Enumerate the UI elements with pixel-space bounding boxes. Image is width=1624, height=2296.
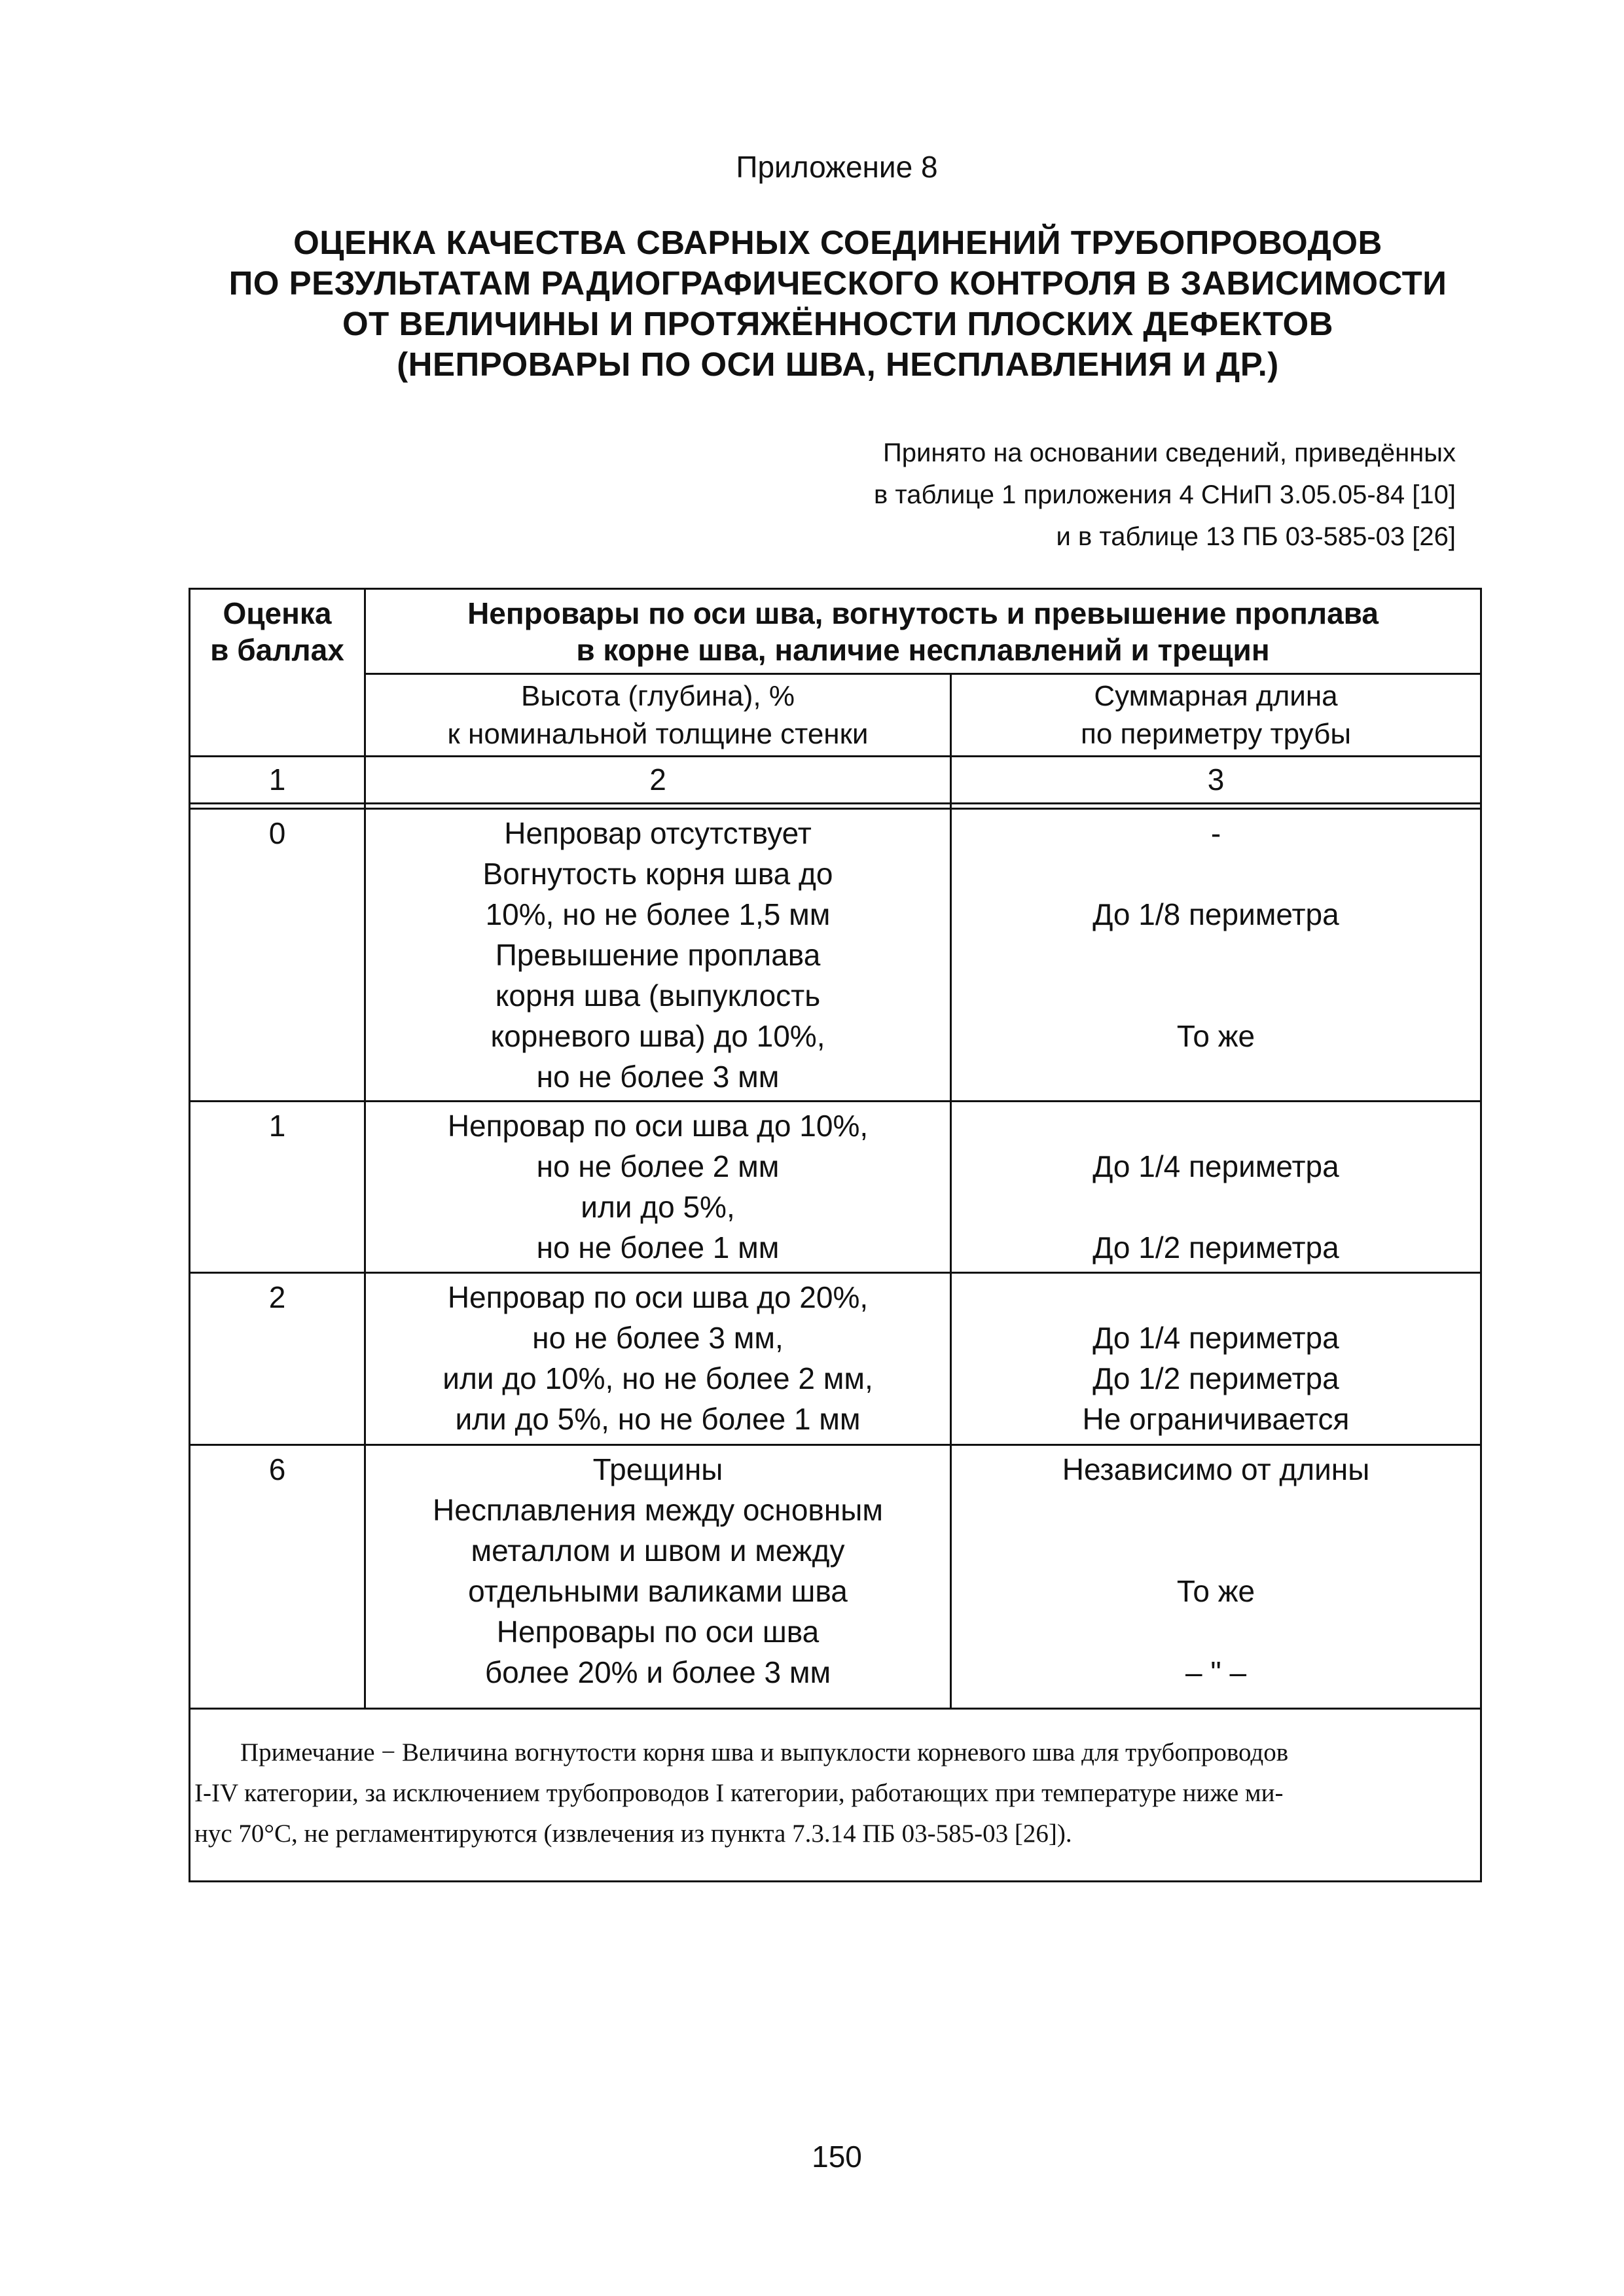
cell-line: 10%, но не более 1,5 мм (485, 897, 831, 931)
page-number: 150 (812, 2140, 862, 2174)
cell-line: До 1/2 периметра (1092, 1230, 1339, 1265)
cell-line (952, 1277, 1480, 1318)
cell-line (952, 853, 1480, 894)
header-text: в баллах (210, 633, 344, 667)
cell-line: но не более 2 мм (536, 1149, 780, 1183)
cell-line: – " – (1185, 1655, 1247, 1689)
divider (190, 1100, 1480, 1102)
cell-line: Непровар отсутствует (504, 816, 812, 850)
header-height (366, 677, 950, 753)
cell-line: Не ограничивается (1082, 1402, 1350, 1436)
cell-line: но не более 3 мм (536, 1060, 780, 1094)
divider (190, 802, 1480, 804)
cell-line: До 1/2 периметра (1092, 1361, 1339, 1395)
cell-line: До 1/4 периметра (1092, 1321, 1339, 1355)
source-line: и в таблице 13 ПБ 03-585-03 [26] (1056, 522, 1456, 551)
height-cell (366, 813, 950, 1097)
source-reference (874, 432, 1456, 558)
cell-line (952, 1611, 1480, 1652)
cell-line: Превышение проплава (495, 938, 821, 972)
note-line: I-IV категории, за исключением трубопроводов I категории, работающих при температуре ниже ми- (194, 1779, 1284, 1807)
cell-line: Непровары по оси шва (496, 1615, 820, 1649)
height-cell (366, 1449, 950, 1693)
title-line: ОТ ВЕЛИЧИНЫ И ПРОТЯЖЁННОСТИ ПЛОСКИХ ДЕФЕКТОВ (342, 305, 1333, 342)
cell-line (952, 975, 1480, 1016)
cell-line: но не более 3 мм, (532, 1321, 784, 1355)
cell-line: корня шва (выпуклость (495, 978, 821, 1013)
score-cell: 1 (268, 1109, 286, 1143)
divider (190, 1708, 1480, 1710)
note-line: Примечание − Величина вогнутости корня шва и выпуклости корневого шва для трубопроводов (240, 1738, 1289, 1767)
header-text: в корне шва, наличие несплавлений и трещин (576, 633, 1270, 667)
cell-line (952, 1490, 1480, 1530)
score-cell: 2 (268, 1280, 286, 1314)
score-cell: 6 (268, 1452, 286, 1486)
cell-line: Вогнутость корня шва до (482, 857, 833, 891)
cell-line (952, 935, 1480, 975)
cell-line (952, 1056, 1480, 1097)
height-cell (366, 1105, 950, 1268)
header-score (190, 595, 364, 668)
divider (190, 1444, 1480, 1446)
header-text: к номинальной толщине стенки (447, 718, 869, 750)
appendix-label: Приложение 8 (736, 150, 938, 184)
length-cell (952, 813, 1480, 1097)
cell-line: металлом и швом и между (471, 1534, 845, 1568)
table-note (194, 1732, 1476, 1854)
cell-line: До 1/8 периметра (1092, 897, 1339, 931)
length-cell (952, 1449, 1480, 1693)
divider (190, 755, 1480, 757)
divider (190, 808, 1480, 810)
header-text: Непровары по оси шва, вогнутость и превышение проплава (467, 596, 1379, 630)
length-cell (952, 1277, 1480, 1439)
column-number: 1 (268, 762, 286, 797)
header-defects (366, 595, 1480, 668)
cell-line: или до 10%, но не более 2 мм, (442, 1361, 873, 1395)
cell-line: То же (1176, 1019, 1255, 1053)
header-text: по периметру трубы (1081, 718, 1351, 750)
score-cell: 0 (268, 816, 286, 850)
source-line: Принято на основании сведений, приведённых (883, 439, 1456, 467)
title-line: ПО РЕЗУЛЬТАТАМ РАДИОГРАФИЧЕСКОГО КОНТРОЛЯ В ЗАВИСИМОСТИ (228, 264, 1447, 302)
cell-line: Трещины (592, 1452, 723, 1486)
cell-line: - (1210, 816, 1221, 850)
column-number: 2 (649, 762, 666, 797)
cell-line: Непровар по оси шва до 20%, (447, 1280, 869, 1314)
cell-line (952, 1187, 1480, 1227)
header-text: Суммарная длина (1094, 680, 1338, 712)
document-title (131, 223, 1545, 385)
divider (190, 1272, 1480, 1274)
header-text: Оценка (223, 596, 332, 630)
divider (366, 673, 1480, 675)
cell-line: но не более 1 мм (536, 1230, 780, 1265)
cell-line: Несплавления между основным (433, 1493, 883, 1527)
title-line: ОЦЕНКА КАЧЕСТВА СВАРНЫХ СОЕДИНЕНИЙ ТРУБОПРОВОДОВ (293, 224, 1382, 261)
cell-line: отдельными валиками шва (468, 1574, 848, 1608)
cell-line: То же (1176, 1574, 1255, 1608)
cell-line: или до 5%, но не более 1 мм (455, 1402, 861, 1436)
title-line: (НЕПРОВАРЫ ПО ОСИ ШВА, НЕСПЛАВЛЕНИЯ И ДР.) (397, 346, 1279, 383)
header-text: Высота (глубина), % (521, 680, 795, 712)
cell-line (952, 1105, 1480, 1146)
column-number: 3 (1207, 762, 1225, 797)
cell-line: Независимо от длины (1062, 1452, 1370, 1486)
header-length (952, 677, 1480, 753)
cell-line: корневого шва) до 10%, (490, 1019, 825, 1053)
quality-table (189, 588, 1482, 1882)
cell-line: или до 5%, (581, 1190, 735, 1224)
note-line: нус 70°С, не регламентируются (извлечения из пункта 7.3.14 ПБ 03-585-03 [26]). (194, 1820, 1072, 1848)
source-line: в таблице 1 приложения 4 СНиП 3.05.05-84 [10] (874, 480, 1456, 509)
cell-line (952, 1530, 1480, 1571)
length-cell (952, 1105, 1480, 1268)
height-cell (366, 1277, 950, 1439)
cell-line: До 1/4 периметра (1092, 1149, 1339, 1183)
cell-line: Непровар по оси шва до 10%, (447, 1109, 869, 1143)
cell-line: более 20% и более 3 мм (484, 1655, 831, 1689)
